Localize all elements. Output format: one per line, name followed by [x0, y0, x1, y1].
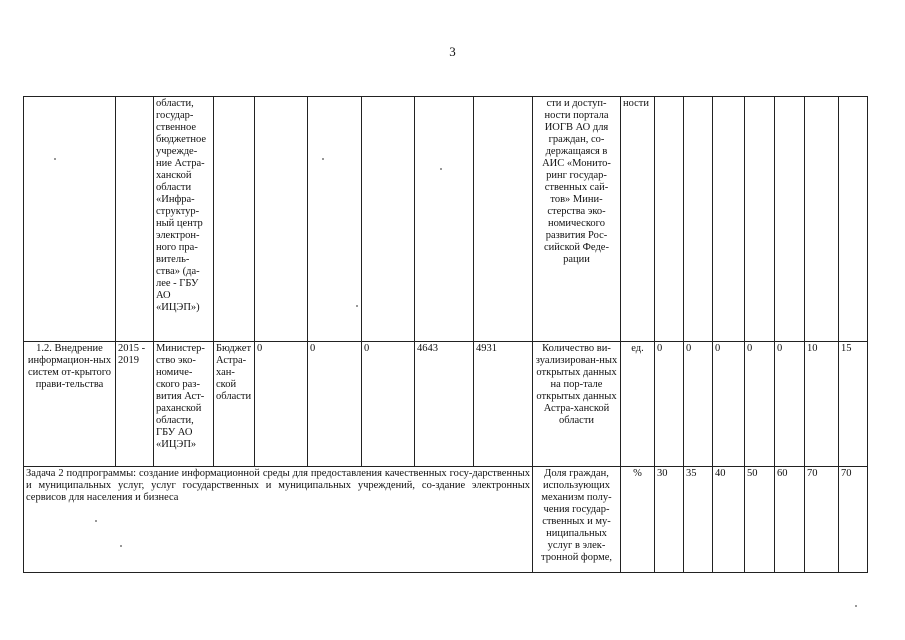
cell-indicator: Доля граждан, использующих механизм полу-чения государ-ственных и му-ниципальных услуг в элек-тронной форме,	[533, 467, 621, 573]
scan-speck	[440, 168, 442, 170]
cell-value	[655, 97, 684, 342]
cell-executor: области, государ-ственное бюджетное учрежде-ние Астра-ханской области «Инфра-структур-ный центр электрон-ного пра-витель-ства» (да-лее - ГБУ АО «ИЦЭП»)	[154, 97, 214, 342]
scan-speck	[95, 520, 97, 522]
cell-name: 1.2. Внедрение информацион-ных систем от-крытого прави-тельства	[24, 342, 116, 467]
cell-source	[214, 97, 255, 342]
table-row	[24, 97, 868, 342]
cell-value	[839, 97, 868, 342]
cell-value: 10	[805, 342, 839, 467]
scan-speck	[855, 605, 857, 607]
cell-value: 70	[805, 467, 839, 573]
scan-speck	[54, 158, 56, 160]
cell-value	[805, 97, 839, 342]
cell-unit: %	[621, 467, 655, 573]
cell-unit: ед.	[621, 342, 655, 467]
cell-amount	[415, 97, 474, 342]
cell-amount: 4643	[415, 342, 474, 467]
scan-speck	[322, 158, 324, 160]
cell-value: 60	[775, 467, 805, 573]
cell-source: Бюджет Астра-хан-ской области	[214, 342, 255, 467]
cell-name	[24, 97, 116, 342]
cell-value: 0	[745, 342, 775, 467]
cell-amount: 0	[362, 342, 415, 467]
cell-indicator: сти и доступ-ности портала ИОГВ АО для граждан, со-держащаяся в АИС «Монито-ринг государ-ственных сай-тов» Мини-стерства эко-номического развития Рос-сийской Феде-рации	[533, 97, 621, 342]
cell-value: 30	[655, 467, 684, 573]
cell-value	[745, 97, 775, 342]
cell-unit: ности	[621, 97, 655, 342]
cell-value: 50	[745, 467, 775, 573]
cell-amount: 4931	[474, 342, 533, 467]
cell-amount	[362, 97, 415, 342]
cell-indicator: Количество ви-зуализирован-ных открытых данных на пор-тале открытых данных Астра-ханской области	[533, 342, 621, 467]
cell-amount	[255, 97, 308, 342]
table-row	[24, 467, 868, 573]
page-number: 3	[449, 44, 456, 59]
table-row	[24, 342, 868, 467]
indicator-table	[23, 96, 868, 573]
cell-value	[684, 97, 713, 342]
cell-value: 0	[684, 342, 713, 467]
cell-task: Задача 2 подпрограммы: создание информационной среды для предоставления качественных госу-дарственных и муниципальных услуг, услуг государственных и муниципальных учреждений, со-здание электронных сервисов для населения и бизнеса	[24, 467, 533, 573]
cell-amount: 0	[255, 342, 308, 467]
cell-amount: 0	[308, 342, 362, 467]
cell-amount	[474, 97, 533, 342]
cell-value: 0	[655, 342, 684, 467]
cell-value	[713, 97, 745, 342]
cell-value: 70	[839, 467, 868, 573]
cell-executor: Министер-ство эко-номиче-ского раз-вития Аст-раханской области, ГБУ АО «ИЦЭП»	[154, 342, 214, 467]
cell-value: 0	[775, 342, 805, 467]
cell-amount	[308, 97, 362, 342]
cell-value	[775, 97, 805, 342]
scan-speck	[120, 545, 122, 547]
cell-period	[116, 97, 154, 342]
cell-value: 0	[713, 342, 745, 467]
cell-value: 15	[839, 342, 868, 467]
cell-value: 40	[713, 467, 745, 573]
scan-speck	[356, 305, 358, 307]
cell-value: 35	[684, 467, 713, 573]
cell-period: 2015 - 2019	[116, 342, 154, 467]
